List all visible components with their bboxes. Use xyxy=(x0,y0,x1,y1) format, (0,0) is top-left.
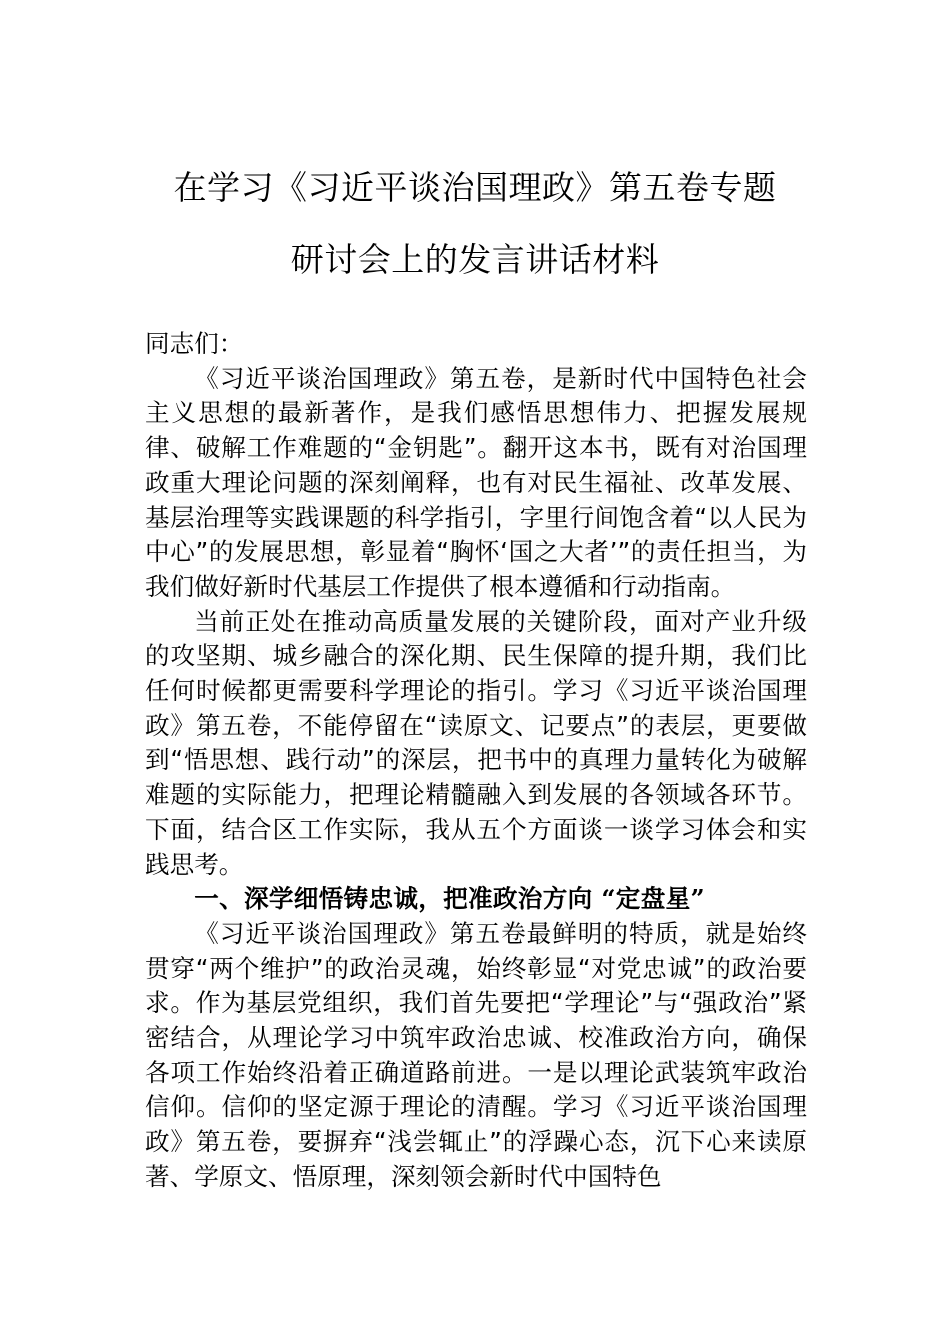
document-title-line-1: 在学习《习近平谈治国理政》第五卷专题 xyxy=(173,168,777,207)
section-paragraph: 《习近平谈治国理政》第五卷最鲜明的特质，就是始终贯穿“两个维护”的政治灵魂，始终彰显“对党忠诚”的政治要求。作为基层党组织，我们首先要把“学理论”与“强政治”紧密结合，从理论学习中筑牢政治忠诚、校准政治方向，确保各项工作始终沿着正确道路前进。一是以理论武装筑牢政治信仰。信仰的坚定源于理论的清醒。学习《习近平谈治国理政》第五卷，要摒弃“浅尝辄止”的浮躁心态，沉下心来读原著、学原文、悟原理，深刻领会新时代中国特色 xyxy=(145,918,807,1191)
paragraph-context: 当前正处在推动高质量发展的关键阶段，面对产业升级的攻坚期、城乡融合的深化期、民生保障的提升期，我们比任何时候都更需要科学理论的指引。学习《习近平谈治国理政》第五卷，不能停留在“读原文、记要点”的表层，更要做到“悟思想、践行动”的深层，把书中的真理力量转化为破解难题的实际能力，把理论精髓融入到发展的各领域各环节。下面，结合区工作实际，我从五个方面谈一谈学习体会和实践思考。 xyxy=(145,606,807,879)
document-body xyxy=(145,327,807,1195)
document-title-line-2: 研讨会上的发言讲话材料 xyxy=(290,240,660,279)
section-heading: 一、深学细悟铸忠诚，把准政治方向 “定盘星” xyxy=(194,884,705,914)
paragraph-intro: 《习近平谈治国理政》第五卷，是新时代中国特色社会主义思想的最新著作，是我们感悟思想伟力、把握发展规律、破解工作难题的“金钥匙”。翻开这本书，既有对治国理政重大理论问题的深刻阐释，也有对民生福祉、改革发展、基层治理等实践课题的科学指引，字里行间饱含着“以人民为中心”的发展思想，彰显着“胸怀‘国之大者’”的责任担当，为我们做好新时代基层工作提供了根本遵循和行动指南。 xyxy=(145,363,807,601)
salutation: 同志们： xyxy=(145,329,244,358)
